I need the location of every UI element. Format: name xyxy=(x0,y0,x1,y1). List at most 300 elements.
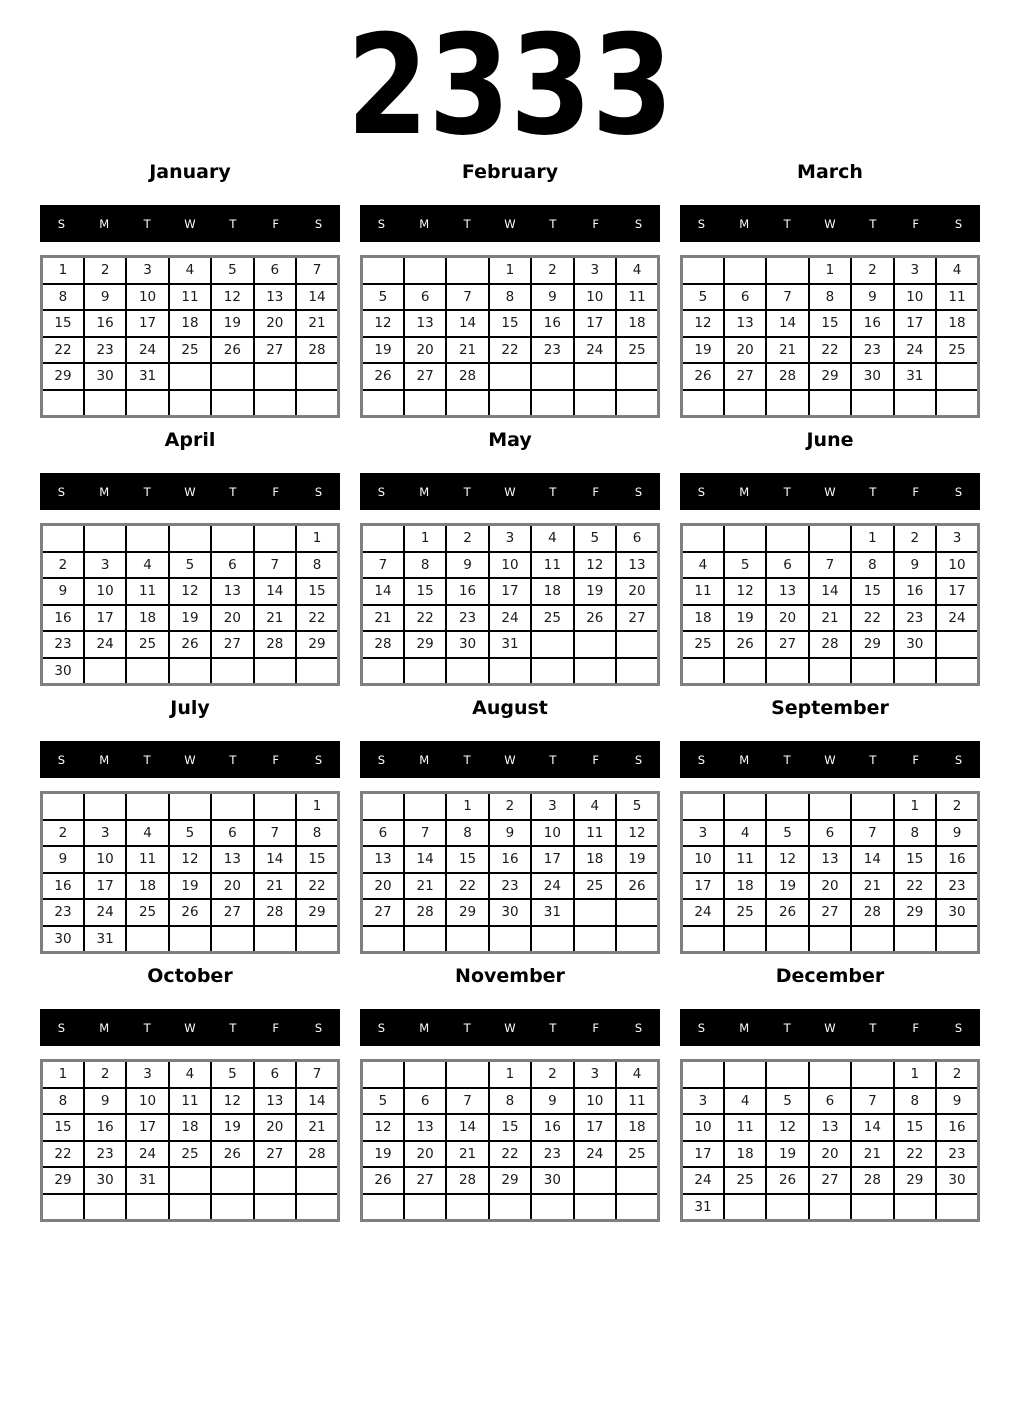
weekday-label: S xyxy=(954,752,963,767)
day-cell: 23 xyxy=(936,873,978,900)
empty-day-cell xyxy=(936,363,978,390)
weekday-label: S xyxy=(697,484,706,499)
weekday-label: T xyxy=(549,1020,557,1035)
week-row xyxy=(362,337,659,364)
empty-day-cell xyxy=(574,658,616,685)
empty-day-cell xyxy=(126,390,168,417)
empty-day-cell xyxy=(296,926,338,953)
day-cell: 12 xyxy=(724,578,766,605)
day-cell: 12 xyxy=(362,310,404,337)
day-cell: 14 xyxy=(766,310,808,337)
day-cell: 2 xyxy=(531,1061,573,1088)
weekday-label: S xyxy=(314,216,323,231)
day-cell: 6 xyxy=(404,284,446,311)
empty-day-cell xyxy=(616,631,658,658)
empty-day-cell xyxy=(531,658,573,685)
day-cell: 6 xyxy=(724,284,766,311)
day-cell: 14 xyxy=(851,1114,893,1141)
day-cell: 22 xyxy=(296,873,338,900)
day-cell: 3 xyxy=(574,257,616,284)
day-cell: 10 xyxy=(84,846,126,873)
empty-day-cell xyxy=(574,631,616,658)
day-cell: 23 xyxy=(894,605,936,632)
day-cell: 2 xyxy=(446,525,488,552)
day-cell: 4 xyxy=(531,525,573,552)
day-cell: 24 xyxy=(126,1141,168,1168)
day-cell: 6 xyxy=(766,552,808,579)
day-cell: 2 xyxy=(84,257,126,284)
day-cell: 11 xyxy=(724,846,766,873)
empty-day-cell xyxy=(126,793,168,820)
day-cell: 31 xyxy=(126,363,168,390)
day-cell: 19 xyxy=(169,873,211,900)
day-cell: 10 xyxy=(682,1114,724,1141)
weekday-label: T xyxy=(143,216,151,231)
day-cell: 18 xyxy=(682,605,724,632)
day-cell: 23 xyxy=(489,873,531,900)
day-cell: 10 xyxy=(574,284,616,311)
month-october xyxy=(40,966,340,1222)
empty-day-cell xyxy=(254,390,296,417)
day-cell: 21 xyxy=(254,605,296,632)
day-cell: 24 xyxy=(682,899,724,926)
day-cell: 10 xyxy=(126,284,168,311)
day-cell: 29 xyxy=(446,899,488,926)
day-cell: 4 xyxy=(724,820,766,847)
day-cell: 17 xyxy=(84,873,126,900)
month-title: September xyxy=(771,697,889,719)
day-cell: 11 xyxy=(616,284,658,311)
weekday-label: T xyxy=(869,752,877,767)
month-december xyxy=(680,966,980,1222)
weekday-label: S xyxy=(57,1020,66,1035)
day-cell: 8 xyxy=(851,552,893,579)
day-cell: 29 xyxy=(894,899,936,926)
months-grid xyxy=(40,162,980,1222)
empty-day-cell xyxy=(489,658,531,685)
empty-day-cell xyxy=(766,257,808,284)
weekday-label: S xyxy=(314,484,323,499)
day-cell: 20 xyxy=(404,337,446,364)
weekday-header xyxy=(680,205,980,242)
day-cell: 14 xyxy=(404,846,446,873)
empty-day-cell xyxy=(404,1061,446,1088)
week-row xyxy=(42,1167,339,1194)
day-cell: 19 xyxy=(211,310,253,337)
empty-day-cell xyxy=(211,390,253,417)
day-cell: 18 xyxy=(169,310,211,337)
day-cell: 7 xyxy=(362,552,404,579)
empty-day-cell xyxy=(724,257,766,284)
month-may xyxy=(360,430,660,686)
weekday-label: M xyxy=(99,216,110,231)
day-cell: 7 xyxy=(446,1088,488,1115)
day-cell: 6 xyxy=(254,257,296,284)
week-row xyxy=(362,820,659,847)
weekday-label: T xyxy=(783,484,791,499)
weekday-label: T xyxy=(549,752,557,767)
empty-day-cell xyxy=(616,363,658,390)
day-cell: 3 xyxy=(489,525,531,552)
month-april xyxy=(40,430,340,686)
day-cell: 5 xyxy=(169,552,211,579)
day-cell: 16 xyxy=(84,1114,126,1141)
day-cell: 17 xyxy=(936,578,978,605)
weekday-header xyxy=(360,741,660,778)
day-cell: 7 xyxy=(254,552,296,579)
month-title: January xyxy=(149,161,231,183)
day-cell: 9 xyxy=(894,552,936,579)
day-cell: 18 xyxy=(531,578,573,605)
day-cell: 25 xyxy=(936,337,978,364)
empty-day-cell xyxy=(211,525,253,552)
day-cell: 11 xyxy=(616,1088,658,1115)
day-cell: 16 xyxy=(936,1114,978,1141)
empty-day-cell xyxy=(126,658,168,685)
weekday-label: S xyxy=(954,484,963,499)
empty-day-cell xyxy=(766,926,808,953)
day-cell: 24 xyxy=(489,605,531,632)
empty-day-cell xyxy=(211,363,253,390)
day-cell: 9 xyxy=(84,284,126,311)
week-row xyxy=(42,631,339,658)
weekday-label: T xyxy=(229,216,237,231)
day-cell: 4 xyxy=(169,257,211,284)
empty-day-cell xyxy=(296,390,338,417)
empty-day-cell xyxy=(936,658,978,685)
weekday-label: S xyxy=(634,484,643,499)
weekday-label: S xyxy=(377,1020,386,1035)
day-cell: 31 xyxy=(84,926,126,953)
day-cell: 23 xyxy=(84,1141,126,1168)
day-cell: 30 xyxy=(936,1167,978,1194)
week-row xyxy=(362,873,659,900)
weekday-label: W xyxy=(504,484,516,499)
weekday-label: F xyxy=(912,216,920,231)
day-cell: 20 xyxy=(809,1141,851,1168)
weekday-header xyxy=(40,741,340,778)
day-cell: 24 xyxy=(682,1167,724,1194)
empty-day-cell xyxy=(766,1194,808,1221)
day-cell: 17 xyxy=(574,1114,616,1141)
week-row xyxy=(42,873,339,900)
day-cell: 13 xyxy=(724,310,766,337)
week-row xyxy=(682,926,979,953)
month-title: February xyxy=(461,161,559,183)
day-cell: 5 xyxy=(574,525,616,552)
week-row xyxy=(682,631,979,658)
month-title: August xyxy=(472,697,548,719)
empty-day-cell xyxy=(169,1194,211,1221)
week-row xyxy=(42,846,339,873)
day-cell: 22 xyxy=(42,337,84,364)
weekday-label: F xyxy=(592,484,600,499)
week-row xyxy=(42,820,339,847)
weekday-label: S xyxy=(954,216,963,231)
day-cell: 10 xyxy=(574,1088,616,1115)
empty-day-cell xyxy=(531,363,573,390)
day-grid xyxy=(40,791,340,954)
day-cell: 30 xyxy=(446,631,488,658)
empty-day-cell xyxy=(809,926,851,953)
day-cell: 4 xyxy=(936,257,978,284)
week-row xyxy=(682,1167,979,1194)
day-cell: 9 xyxy=(42,846,84,873)
day-cell: 12 xyxy=(169,846,211,873)
week-row xyxy=(362,578,659,605)
day-cell: 2 xyxy=(894,525,936,552)
weekday-label: S xyxy=(314,752,323,767)
empty-day-cell xyxy=(809,1061,851,1088)
day-cell: 30 xyxy=(531,1167,573,1194)
empty-day-cell xyxy=(616,899,658,926)
day-cell: 9 xyxy=(936,820,978,847)
weekday-label: W xyxy=(184,1020,196,1035)
day-cell: 9 xyxy=(446,552,488,579)
day-cell: 17 xyxy=(682,1141,724,1168)
empty-day-cell xyxy=(211,926,253,953)
day-cell: 6 xyxy=(809,820,851,847)
weekday-label: M xyxy=(419,752,430,767)
day-cell: 6 xyxy=(254,1061,296,1088)
weekday-label: M xyxy=(99,1020,110,1035)
empty-day-cell xyxy=(489,363,531,390)
empty-day-cell xyxy=(42,525,84,552)
day-cell: 30 xyxy=(42,658,84,685)
empty-day-cell xyxy=(682,525,724,552)
day-cell: 15 xyxy=(404,578,446,605)
day-cell: 23 xyxy=(42,631,84,658)
empty-day-cell xyxy=(404,257,446,284)
day-cell: 2 xyxy=(936,1061,978,1088)
weekday-header xyxy=(360,1009,660,1046)
day-cell: 11 xyxy=(531,552,573,579)
day-cell: 5 xyxy=(362,284,404,311)
day-cell: 18 xyxy=(126,605,168,632)
day-cell: 4 xyxy=(724,1088,766,1115)
day-cell: 7 xyxy=(254,820,296,847)
day-cell: 10 xyxy=(894,284,936,311)
day-cell: 1 xyxy=(809,257,851,284)
day-cell: 6 xyxy=(211,820,253,847)
day-cell: 3 xyxy=(682,1088,724,1115)
day-cell: 9 xyxy=(851,284,893,311)
empty-day-cell xyxy=(809,390,851,417)
day-cell: 26 xyxy=(574,605,616,632)
day-cell: 20 xyxy=(362,873,404,900)
weekday-label: S xyxy=(697,752,706,767)
day-cell: 12 xyxy=(682,310,724,337)
weekday-label: S xyxy=(377,752,386,767)
day-cell: 8 xyxy=(42,284,84,311)
week-row xyxy=(42,1061,339,1088)
day-cell: 19 xyxy=(766,873,808,900)
day-cell: 19 xyxy=(362,337,404,364)
day-cell: 27 xyxy=(404,363,446,390)
day-cell: 3 xyxy=(531,793,573,820)
month-title: May xyxy=(488,429,532,451)
empty-day-cell xyxy=(531,631,573,658)
weekday-label: S xyxy=(377,216,386,231)
day-cell: 23 xyxy=(446,605,488,632)
empty-day-cell xyxy=(84,525,126,552)
weekday-label: F xyxy=(272,216,280,231)
empty-day-cell xyxy=(42,390,84,417)
weekday-label: F xyxy=(592,216,600,231)
empty-day-cell xyxy=(362,658,404,685)
day-cell: 25 xyxy=(531,605,573,632)
day-cell: 16 xyxy=(42,605,84,632)
week-row xyxy=(362,1167,659,1194)
empty-day-cell xyxy=(84,1194,126,1221)
weekday-label: S xyxy=(634,1020,643,1035)
day-cell: 3 xyxy=(126,1061,168,1088)
empty-day-cell xyxy=(254,525,296,552)
empty-day-cell xyxy=(169,363,211,390)
day-cell: 19 xyxy=(169,605,211,632)
day-cell: 16 xyxy=(42,873,84,900)
weekday-label: S xyxy=(634,752,643,767)
weekday-label: F xyxy=(272,484,280,499)
week-row xyxy=(42,605,339,632)
day-cell: 16 xyxy=(894,578,936,605)
day-grid xyxy=(680,1059,980,1222)
day-cell: 29 xyxy=(404,631,446,658)
empty-day-cell xyxy=(362,926,404,953)
week-row xyxy=(362,846,659,873)
day-cell: 12 xyxy=(766,1114,808,1141)
day-cell: 24 xyxy=(84,631,126,658)
week-row xyxy=(362,1088,659,1115)
week-row xyxy=(362,605,659,632)
day-cell: 21 xyxy=(446,337,488,364)
day-cell: 5 xyxy=(362,1088,404,1115)
day-cell: 22 xyxy=(296,605,338,632)
month-title: June xyxy=(806,429,854,451)
day-cell: 27 xyxy=(766,631,808,658)
week-row xyxy=(42,1088,339,1115)
weekday-label: T xyxy=(869,1020,877,1035)
day-cell: 30 xyxy=(851,363,893,390)
day-cell: 31 xyxy=(894,363,936,390)
empty-day-cell xyxy=(616,1167,658,1194)
day-cell: 5 xyxy=(169,820,211,847)
month-november xyxy=(360,966,660,1222)
weekday-label: T xyxy=(549,484,557,499)
day-cell: 11 xyxy=(724,1114,766,1141)
month-title: July xyxy=(170,697,210,719)
day-cell: 20 xyxy=(211,873,253,900)
empty-day-cell xyxy=(682,257,724,284)
day-cell: 27 xyxy=(809,899,851,926)
empty-day-cell xyxy=(574,363,616,390)
day-cell: 23 xyxy=(84,337,126,364)
empty-day-cell xyxy=(362,793,404,820)
year-title xyxy=(0,0,1020,166)
day-cell: 29 xyxy=(851,631,893,658)
empty-day-cell xyxy=(169,1167,211,1194)
day-cell: 13 xyxy=(404,310,446,337)
day-cell: 28 xyxy=(446,1167,488,1194)
week-row xyxy=(682,552,979,579)
day-cell: 21 xyxy=(254,873,296,900)
weekday-header xyxy=(360,205,660,242)
empty-day-cell xyxy=(574,1167,616,1194)
weekday-label: W xyxy=(184,752,196,767)
empty-day-cell xyxy=(724,926,766,953)
empty-day-cell xyxy=(362,525,404,552)
week-row xyxy=(42,337,339,364)
day-cell: 6 xyxy=(211,552,253,579)
month-title: December xyxy=(775,965,885,987)
day-cell: 21 xyxy=(851,1141,893,1168)
weekday-label: M xyxy=(419,1020,430,1035)
day-cell: 15 xyxy=(489,1114,531,1141)
empty-day-cell xyxy=(296,658,338,685)
day-grid xyxy=(680,791,980,954)
month-title: April xyxy=(164,429,216,451)
day-cell: 29 xyxy=(42,1167,84,1194)
week-row xyxy=(42,1141,339,1168)
day-cell: 8 xyxy=(894,1088,936,1115)
week-row xyxy=(42,552,339,579)
day-cell: 19 xyxy=(724,605,766,632)
week-row xyxy=(682,1088,979,1115)
day-cell: 18 xyxy=(724,1141,766,1168)
day-cell: 8 xyxy=(446,820,488,847)
day-cell: 23 xyxy=(531,337,573,364)
day-cell: 25 xyxy=(126,899,168,926)
day-cell: 15 xyxy=(894,846,936,873)
week-row xyxy=(682,793,979,820)
day-cell: 1 xyxy=(296,793,338,820)
weekday-label: S xyxy=(57,484,66,499)
empty-day-cell xyxy=(489,926,531,953)
day-cell: 7 xyxy=(296,257,338,284)
day-cell: 26 xyxy=(362,363,404,390)
empty-day-cell xyxy=(84,793,126,820)
day-cell: 30 xyxy=(894,631,936,658)
day-cell: 11 xyxy=(682,578,724,605)
week-row xyxy=(42,1114,339,1141)
day-cell: 10 xyxy=(531,820,573,847)
weekday-label: S xyxy=(314,1020,323,1035)
weekday-label: T xyxy=(463,216,471,231)
empty-day-cell xyxy=(574,926,616,953)
day-cell: 13 xyxy=(616,552,658,579)
week-row xyxy=(682,605,979,632)
week-row xyxy=(42,926,339,953)
empty-day-cell xyxy=(936,390,978,417)
day-cell: 15 xyxy=(42,1114,84,1141)
empty-day-cell xyxy=(211,1194,253,1221)
week-row xyxy=(682,390,979,417)
day-cell: 14 xyxy=(362,578,404,605)
day-cell: 18 xyxy=(126,873,168,900)
day-cell: 24 xyxy=(894,337,936,364)
day-cell: 4 xyxy=(169,1061,211,1088)
day-cell: 7 xyxy=(766,284,808,311)
day-cell: 7 xyxy=(809,552,851,579)
empty-day-cell xyxy=(404,390,446,417)
empty-day-cell xyxy=(682,926,724,953)
weekday-label: S xyxy=(57,752,66,767)
day-cell: 23 xyxy=(42,899,84,926)
weekday-label: T xyxy=(143,752,151,767)
day-cell: 1 xyxy=(42,257,84,284)
day-cell: 25 xyxy=(169,1141,211,1168)
empty-day-cell xyxy=(531,926,573,953)
